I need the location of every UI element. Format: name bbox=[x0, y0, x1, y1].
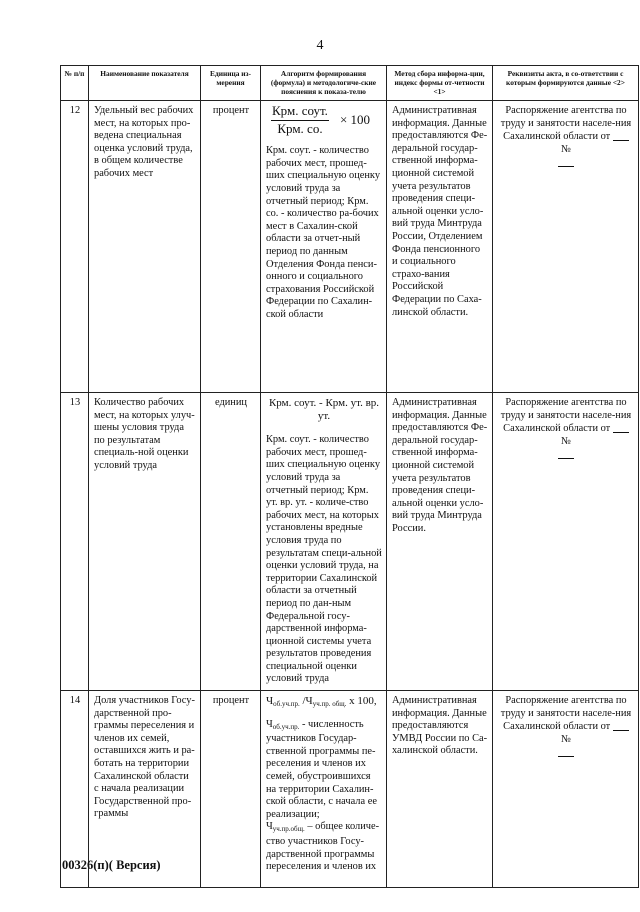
formula-cell bbox=[261, 101, 386, 326]
act-text: Распоряжение агентства по труду и занятости населе-ния Сахалинской области от bbox=[500, 397, 632, 435]
formula-multiplier: × 100 bbox=[339, 111, 371, 127]
document-footer-code: 00326(п)( Версия) bbox=[62, 858, 161, 872]
explanation-symbol-1: Ч bbox=[266, 718, 273, 730]
explanation-subscript-2: уч.пр.общ. bbox=[272, 825, 305, 834]
header-act: Реквизиты акта, в со-ответствии с которым формируются данные <2> bbox=[493, 66, 639, 101]
collection-method: Административная информация. Данные предоставляются УМВД России по Са-халинской области. bbox=[392, 695, 488, 757]
row-number: 12 bbox=[69, 105, 81, 116]
explanation-text-1: - численность участников Государ-ственной программы пе-реселения и членов их семей, обустроившихся на территории Сахалин-ской области, с начала ее реализации; bbox=[266, 718, 377, 820]
unit: процент bbox=[212, 105, 250, 116]
indicator-name: Удельный вес рабочих мест, на которых про-ведена специальная оценка условий труда, в общем количестве рабочих мест bbox=[94, 105, 194, 179]
unit: процент bbox=[212, 695, 250, 707]
formula-symbol-a: Ч bbox=[266, 695, 274, 708]
unit: единиц bbox=[214, 397, 247, 408]
header-num: № п/п bbox=[61, 66, 89, 101]
table-row bbox=[61, 101, 639, 393]
act-text: Распоряжение агентства по труду и занятости населе-ния Сахалинской области от bbox=[500, 695, 632, 733]
formula-explanation: Крм. соут. - количество рабочих мест, прошед-ших специальную оценку условий труда за отчетный период; Крм. ут. вр. ут. - количе-ство рабочих мест, на которых установлены вредные условия труда по результатам специ-альной оценки условий труда, на территории Сахалинской области за отчетный период по дан-ным Федеральной госу-дарственной информа-ционной системы учета результатов проведения специальной оценки условий труда bbox=[266, 434, 382, 685]
date-blank bbox=[613, 720, 629, 731]
number-blank bbox=[558, 746, 574, 757]
formula-cell bbox=[261, 691, 386, 878]
formula-multiplier: x 100, bbox=[349, 695, 377, 708]
row-number: 13 bbox=[69, 397, 81, 408]
act-number-sign: № bbox=[561, 733, 571, 745]
formula-symbol-b: /Ч bbox=[302, 695, 313, 708]
page-number: 4 bbox=[316, 38, 324, 53]
table-header-row bbox=[61, 66, 639, 101]
row-number: 14 bbox=[69, 695, 81, 707]
explanation-symbol-2: Ч bbox=[266, 821, 273, 833]
formula-cell bbox=[261, 393, 386, 690]
act-requisites bbox=[493, 393, 638, 466]
act-requisites bbox=[493, 691, 638, 764]
act-number-sign: № bbox=[561, 143, 571, 155]
collection-method: Административная информация. Данные предоставляются Фе-деральной государ-ственной информа-ционной системой учета результатов проведения специ-альной оценки усло-вий труда Минтруда России, Отделением Фонда пенсионного и социального страхо-вания Российской Федерации по Саха-линской области. bbox=[392, 105, 488, 318]
formula-numerator: Крм. соут. bbox=[272, 103, 328, 118]
header-method: Метод сбора информа-ции, индекс формы от-четности <1> bbox=[387, 66, 493, 101]
formula: Крм. соут. - Крм. ут. вр. ут. bbox=[268, 397, 380, 422]
act-number-sign: № bbox=[561, 435, 571, 447]
formula-denominator: Крм. со. bbox=[271, 120, 328, 136]
indicator-table bbox=[60, 65, 639, 888]
header-formula: Алгоритм формирования (формула) и методологиче-ские пояснения к показа-телю bbox=[261, 66, 387, 101]
header-name: Наименование показателя bbox=[89, 66, 201, 101]
formula-explanation bbox=[266, 719, 382, 874]
date-blank bbox=[613, 422, 629, 433]
formula bbox=[266, 105, 382, 135]
number-blank bbox=[558, 448, 574, 459]
header-unit: Единица из-мерения bbox=[201, 66, 261, 101]
formula-subscript-a: об.уч.пр. bbox=[273, 700, 300, 709]
act-requisites bbox=[493, 101, 638, 174]
indicator-name: Количество рабочих мест, на которых улуч-шены условия труда по результатам специаль-ной оценки условий труда bbox=[94, 397, 195, 471]
table-row bbox=[61, 393, 639, 691]
act-text: Распоряжение агентства по труду и занятости населе-ния Сахалинской области от bbox=[500, 105, 632, 143]
collection-method: Административная информация. Данные предоставляются Фе-деральной государ-ственной информа-ционной системой учета результатов проведения специ-альной оценки усло-вий труда Минтруда России. bbox=[392, 397, 488, 534]
date-blank bbox=[613, 130, 629, 141]
formula-subscript-b: уч.пр. общ. bbox=[312, 700, 347, 709]
explanation-subscript-1: об.уч.пр. bbox=[272, 722, 300, 731]
explanation-text-2: – общее количе-ство участников Госу-дарственной программы переселения и членов их bbox=[266, 821, 380, 873]
indicator-name: Доля участников Госу-дарственной про-граммы переселения и членов их семей, оставшихся жить и ра-ботать на территории Сахалинской области с начала реализации Государственной про-граммы bbox=[94, 695, 195, 820]
number-blank bbox=[558, 156, 574, 167]
formula-explanation: Крм. соут. - количество рабочих мест, прошед-ших специальную оценку условий труда за отчетный период; Крм. со. - количество ра-бочих мест в Сахалин-ской области за отчет-ный период по данным Отделения Фонда пенси-онного и социального страхования Российской Федерации по Сахалин-ской области bbox=[266, 145, 381, 320]
formula-fraction bbox=[266, 105, 334, 135]
formula bbox=[266, 695, 382, 711]
